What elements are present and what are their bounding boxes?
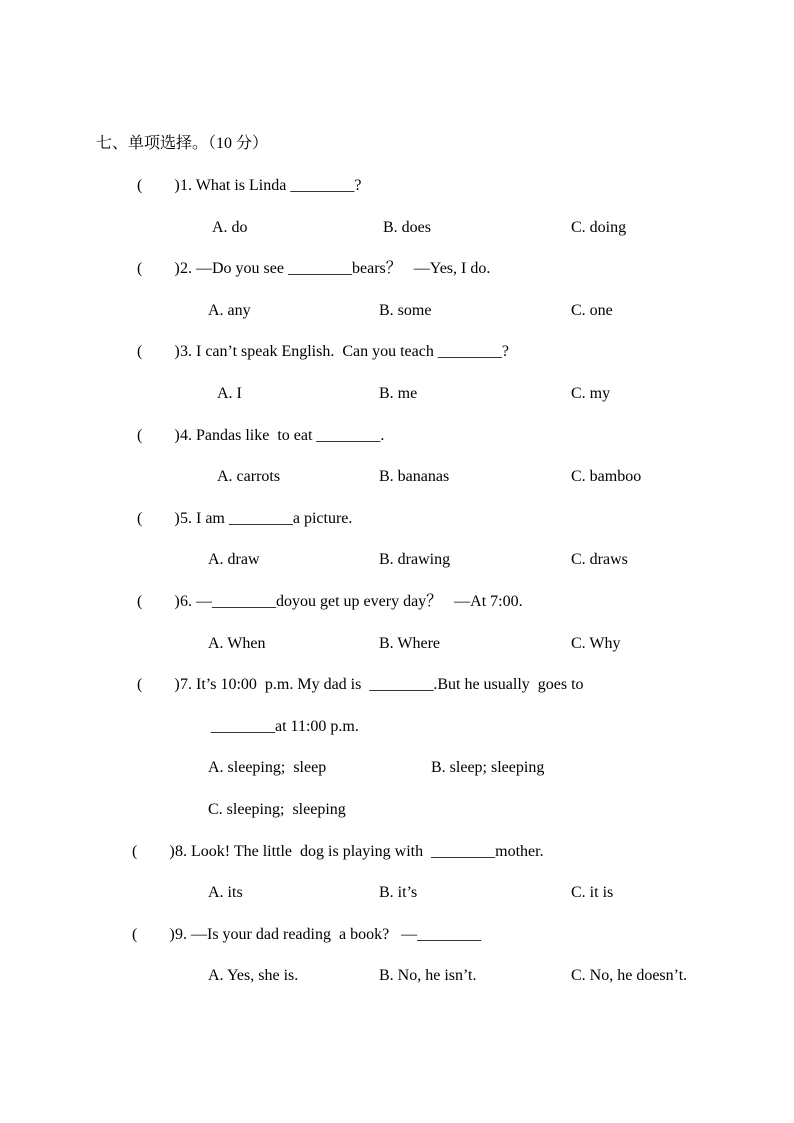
option-a: A. carrots (217, 468, 281, 485)
option-b: B. bananas (379, 468, 450, 485)
option-c: C. one (571, 302, 613, 319)
question-stem-continued: ________at 11:00 p.m. (211, 718, 359, 735)
question-stem: 3. I can’t speak English. Can you teach ________? (180, 343, 509, 360)
option-a: A. draw (208, 551, 260, 568)
option-b: B. some (379, 302, 432, 319)
option-b: B. No, he isn’t. (379, 967, 477, 984)
question-stem: 7. It’s 10:00 p.m. My dad is ________.But he usually goes to (180, 676, 584, 693)
answer-blank: ( ) (137, 343, 180, 360)
option-a: A. Yes, she is. (208, 967, 299, 984)
option-b: B. sleep; sleeping (431, 759, 545, 776)
option-c: C. it is (571, 884, 614, 901)
question-stem: 4. Pandas like to eat ________. (180, 427, 385, 444)
answer-blank: ( ) (132, 843, 175, 860)
option-b: B. drawing (379, 551, 451, 568)
option-c: C. my (571, 385, 611, 402)
option-c: C. No, he doesn’t. (571, 967, 688, 984)
question-stem: 5. I am ________a picture. (180, 510, 353, 527)
answer-blank: ( ) (137, 676, 180, 693)
option-a: A. any (208, 302, 251, 319)
option-a: A. sleeping; sleep (208, 759, 327, 776)
option-c: C. bamboo (571, 468, 642, 485)
option-c: C. sleeping; sleeping (208, 801, 346, 818)
option-b: B. does (383, 219, 431, 236)
answer-blank: ( ) (137, 593, 180, 610)
option-c: C. draws (571, 551, 628, 568)
option-b: B. me (379, 385, 418, 402)
question-stem: 2. —Do you see ________bears？ —Yes, I do. (180, 260, 491, 277)
option-c: C. doing (571, 219, 627, 236)
option-a: A. do (212, 219, 248, 236)
option-b: B. Where (379, 635, 441, 652)
answer-blank: ( ) (137, 260, 180, 277)
question-stem: 8. Look! The little dog is playing with ________mother. (175, 843, 544, 860)
question-stem: 9. —Is your dad reading a book? —________ (175, 926, 482, 943)
option-a: A. its (208, 884, 243, 901)
answer-blank: ( ) (137, 427, 180, 444)
answer-blank: ( ) (137, 177, 180, 194)
section-title: 七、单项选择。（10 分） (96, 135, 269, 152)
question-stem: 6. —________doyou get up every day？ —At 7:00. (180, 593, 523, 610)
option-a: A. I (217, 385, 242, 402)
option-c: C. Why (571, 635, 621, 652)
answer-blank: ( ) (137, 510, 180, 527)
answer-blank: ( ) (132, 926, 175, 943)
option-a: A. When (208, 635, 266, 652)
question-stem: 1. What is Linda ________? (180, 177, 362, 194)
option-b: B. it’s (379, 884, 418, 901)
